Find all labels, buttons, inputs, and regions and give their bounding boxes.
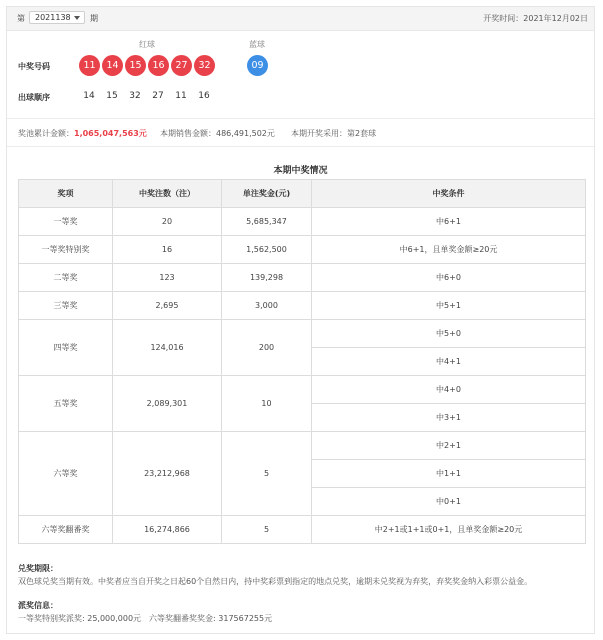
issue-select-value: 2021138 xyxy=(35,13,71,22)
jackpot-info xyxy=(18,128,147,139)
prize-level: 五等奖 xyxy=(19,376,113,432)
table-row xyxy=(19,208,586,236)
prize-level: 四等奖 xyxy=(19,320,113,376)
issue-prefix: 第 xyxy=(17,14,25,23)
column-header: 奖项 xyxy=(19,180,113,208)
prize-amount: 200 xyxy=(222,320,312,376)
jackpot-label: 奖池累计金额： xyxy=(18,129,74,138)
divider xyxy=(7,118,594,119)
win-condition: 中4+0 xyxy=(312,376,586,404)
prize-level: 一等奖 xyxy=(19,208,113,236)
table-row xyxy=(19,432,586,460)
ball-set-label: 本期开奖采用： xyxy=(291,129,347,138)
win-condition: 中3+1 xyxy=(312,404,586,432)
winner-count: 124,016 xyxy=(113,320,222,376)
draw-order-number: 14 xyxy=(83,91,95,101)
sales-info xyxy=(160,128,275,139)
prize-level: 三等奖 xyxy=(19,292,113,320)
red-ball: 15 xyxy=(125,55,146,76)
prize-table xyxy=(18,179,586,544)
sales-label: 本期销售金额： xyxy=(160,129,216,138)
table-row xyxy=(19,320,586,348)
winner-count: 123 xyxy=(113,264,222,292)
bonus-info-title: 派奖信息： xyxy=(18,601,58,610)
draw-date: 开奖时间：2021年12月02日 xyxy=(483,14,588,23)
win-condition: 中5+0 xyxy=(312,320,586,348)
prize-amount: 5,685,347 xyxy=(222,208,312,236)
winner-count: 2,089,301 xyxy=(113,376,222,432)
win-condition: 中1+1 xyxy=(312,460,586,488)
ball-set-value: 第2套球 xyxy=(347,129,377,138)
win-condition: 中4+1 xyxy=(312,348,586,376)
draw-order-number: 15 xyxy=(106,91,118,101)
winner-count: 20 xyxy=(113,208,222,236)
red-ball: 32 xyxy=(194,55,215,76)
winner-count: 23,212,968 xyxy=(113,432,222,516)
draw-order-number: 16 xyxy=(198,91,210,101)
blue-ball-title: 蓝球 xyxy=(249,40,265,49)
issue-suffix: 期 xyxy=(90,14,98,23)
claim-period-title: 兑奖期限： xyxy=(18,564,58,573)
claim-period-text: 双色球兑奖当期有效。中奖者应当自开奖之日起60个自然日内，持中奖彩票到指定的地点兑奖，逾期未兑奖视为弃奖，弃奖奖金纳入彩票公益金。 xyxy=(18,577,533,586)
draw-order-label: 出球顺序 xyxy=(18,93,50,102)
issue-select[interactable] xyxy=(29,11,85,24)
win-condition: 中5+1 xyxy=(312,292,586,320)
table-header-row xyxy=(19,180,586,208)
blue-ball: 09 xyxy=(247,55,268,76)
sales-value: 486,491,502元 xyxy=(216,129,275,138)
red-ball: 27 xyxy=(171,55,192,76)
prize-amount: 3,000 xyxy=(222,292,312,320)
draw-order-number: 32 xyxy=(129,91,141,101)
table-row xyxy=(19,236,586,264)
draw-order-number: 11 xyxy=(175,91,187,101)
draw-order-number: 27 xyxy=(152,91,164,101)
prize-level: 二等奖 xyxy=(19,264,113,292)
jackpot-value: 1,065,047,563元 xyxy=(74,129,147,138)
prize-amount: 5 xyxy=(222,516,312,544)
winning-numbers-label: 中奖号码 xyxy=(18,62,50,71)
prize-level: 一等奖特别奖 xyxy=(19,236,113,264)
win-condition: 中6+1 xyxy=(312,208,586,236)
red-ball: 16 xyxy=(148,55,169,76)
table-row xyxy=(19,516,586,544)
draw-result-panel xyxy=(6,6,595,634)
win-condition: 中0+1 xyxy=(312,488,586,516)
prize-amount: 139,298 xyxy=(222,264,312,292)
win-condition: 中6+1，且单奖金额≥20元 xyxy=(312,236,586,264)
column-header: 中奖注数（注） xyxy=(113,180,222,208)
ball-set-info xyxy=(291,128,376,139)
column-header: 中奖条件 xyxy=(312,180,586,208)
winner-count: 16 xyxy=(113,236,222,264)
win-condition: 中2+1或1+1或0+1，且单奖金额≥20元 xyxy=(312,516,586,544)
winner-count: 2,695 xyxy=(113,292,222,320)
prize-amount: 10 xyxy=(222,376,312,432)
win-condition: 中2+1 xyxy=(312,432,586,460)
prize-amount: 1,562,500 xyxy=(222,236,312,264)
winner-count: 16,274,866 xyxy=(113,516,222,544)
red-ball-title: 红球 xyxy=(139,40,155,49)
red-ball: 11 xyxy=(79,55,100,76)
table-row xyxy=(19,264,586,292)
chevron-down-icon xyxy=(74,16,80,20)
bonus-info-text: 一等奖特别奖派奖: 25,000,000元 六等奖翻番奖奖金: 317567255元 xyxy=(18,614,273,623)
column-header: 单注奖金(元) xyxy=(222,180,312,208)
win-condition: 中6+0 xyxy=(312,264,586,292)
table-row xyxy=(19,292,586,320)
prize-level: 六等奖 xyxy=(19,432,113,516)
table-row xyxy=(19,376,586,404)
divider xyxy=(7,146,594,147)
prize-table-title: 本期中奖情况 xyxy=(273,166,328,176)
prize-level: 六等奖翻番奖 xyxy=(19,516,113,544)
issue-toolbar xyxy=(7,7,594,31)
red-ball: 14 xyxy=(102,55,123,76)
prize-amount: 5 xyxy=(222,432,312,516)
